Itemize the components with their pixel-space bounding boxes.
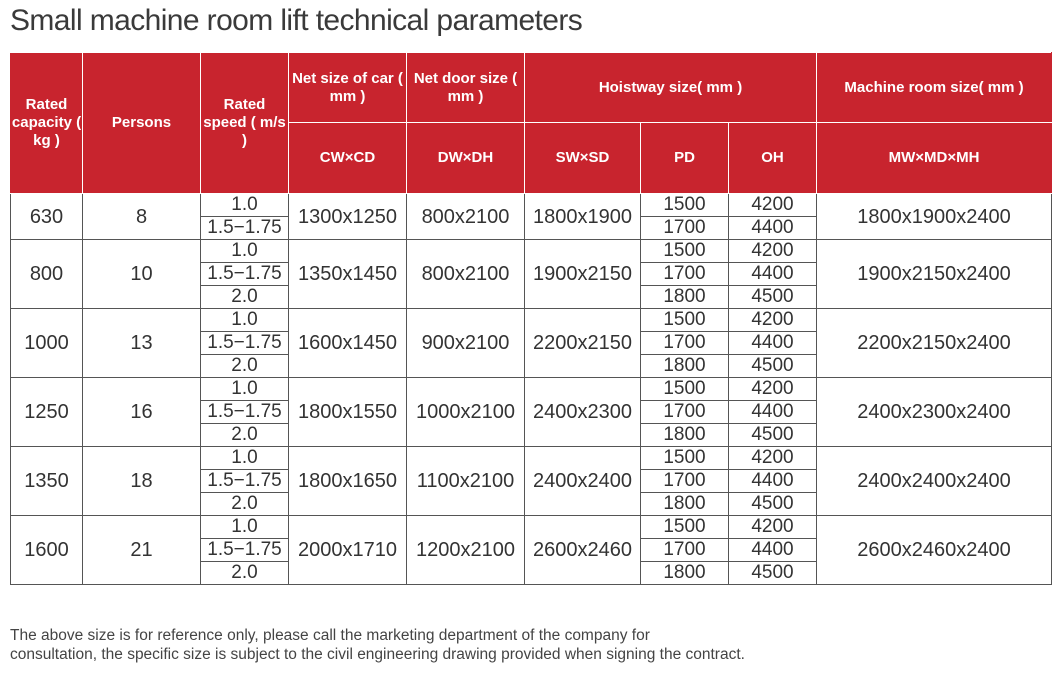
cell-oh: 4400 xyxy=(729,332,817,355)
cell-pd: 1800 xyxy=(641,424,729,447)
cell-oh: 4400 xyxy=(729,539,817,562)
cell-oh: 4400 xyxy=(729,401,817,424)
cell-oh: 4500 xyxy=(729,286,817,309)
table-row xyxy=(11,240,1052,263)
cell-capacity: 1600 xyxy=(11,516,83,585)
cell-door-size: 900x2100 xyxy=(407,309,525,378)
header-net-car: Net size of car ( mm ) xyxy=(289,53,407,123)
cell-oh: 4500 xyxy=(729,424,817,447)
cell-pd: 1700 xyxy=(641,332,729,355)
table-row xyxy=(11,516,1052,539)
footer-line-1: The above size is for reference only, please call the marketing department of the company for xyxy=(10,627,650,644)
cell-car-size: 1300x1250 xyxy=(289,194,407,240)
cell-speed: 1.0 xyxy=(201,194,289,217)
cell-capacity: 800 xyxy=(11,240,83,309)
footer-note xyxy=(10,626,1010,664)
cell-capacity: 1350 xyxy=(11,447,83,516)
cell-pd: 1500 xyxy=(641,194,729,217)
cell-oh: 4200 xyxy=(729,194,817,217)
footer-line-2: consultation, the specific size is subject to the civil engineering drawing provided when signing the contract. xyxy=(10,646,745,663)
cell-speed: 1.5−1.75 xyxy=(201,332,289,355)
cell-speed: 1.5−1.75 xyxy=(201,539,289,562)
cell-pd: 1800 xyxy=(641,493,729,516)
cell-speed: 1.0 xyxy=(201,309,289,332)
header-rated-capacity: Rated capacity ( kg ) xyxy=(11,53,83,194)
cell-oh: 4200 xyxy=(729,309,817,332)
cell-oh: 4200 xyxy=(729,447,817,470)
cell-car-size: 1600x1450 xyxy=(289,309,407,378)
header-hoistway: Hoistway size( mm ) xyxy=(525,53,817,123)
cell-speed: 2.0 xyxy=(201,562,289,585)
cell-machine-room-size: 2200x2150x2400 xyxy=(817,309,1052,378)
cell-pd: 1500 xyxy=(641,378,729,401)
header-rated-speed: Rated speed ( m/s ) xyxy=(201,53,289,194)
header-net-door: Net door size ( mm ) xyxy=(407,53,525,123)
cell-pd: 1500 xyxy=(641,447,729,470)
cell-speed: 1.5−1.75 xyxy=(201,217,289,240)
cell-door-size: 800x2100 xyxy=(407,194,525,240)
header-dw-dh: DW×DH xyxy=(407,123,525,194)
cell-capacity: 630 xyxy=(11,194,83,240)
cell-persons: 8 xyxy=(83,194,201,240)
cell-pd: 1800 xyxy=(641,562,729,585)
table-row xyxy=(11,378,1052,401)
cell-pd: 1800 xyxy=(641,286,729,309)
cell-oh: 4500 xyxy=(729,355,817,378)
cell-speed: 2.0 xyxy=(201,493,289,516)
header-oh: OH xyxy=(729,123,817,194)
cell-hoistway-size: 1900x2150 xyxy=(525,240,641,309)
cell-speed: 2.0 xyxy=(201,286,289,309)
spec-table xyxy=(10,52,1052,585)
cell-speed: 1.5−1.75 xyxy=(201,470,289,493)
cell-door-size: 1200x2100 xyxy=(407,516,525,585)
cell-pd: 1700 xyxy=(641,401,729,424)
cell-capacity: 1250 xyxy=(11,378,83,447)
cell-machine-room-size: 1900x2150x2400 xyxy=(817,240,1052,309)
cell-pd: 1700 xyxy=(641,539,729,562)
cell-persons: 18 xyxy=(83,447,201,516)
cell-oh: 4200 xyxy=(729,240,817,263)
header-mw-md-mh: MW×MD×MH xyxy=(817,123,1052,194)
cell-pd: 1700 xyxy=(641,217,729,240)
cell-car-size: 1800x1650 xyxy=(289,447,407,516)
cell-car-size: 1800x1550 xyxy=(289,378,407,447)
cell-persons: 21 xyxy=(83,516,201,585)
cell-pd: 1700 xyxy=(641,470,729,493)
header-persons: Persons xyxy=(83,53,201,194)
cell-hoistway-size: 2600x2460 xyxy=(525,516,641,585)
cell-pd: 1500 xyxy=(641,516,729,539)
cell-door-size: 1100x2100 xyxy=(407,447,525,516)
cell-oh: 4400 xyxy=(729,263,817,286)
cell-machine-room-size: 2600x2460x2400 xyxy=(817,516,1052,585)
cell-hoistway-size: 2400x2300 xyxy=(525,378,641,447)
cell-oh: 4400 xyxy=(729,470,817,493)
cell-speed: 2.0 xyxy=(201,424,289,447)
cell-oh: 4400 xyxy=(729,217,817,240)
cell-pd: 1500 xyxy=(641,309,729,332)
page-title: Small machine room lift technical parameters xyxy=(10,4,583,37)
table-row xyxy=(11,194,1052,217)
cell-speed: 1.0 xyxy=(201,516,289,539)
header-cw-cd: CW×CD xyxy=(289,123,407,194)
cell-capacity: 1000 xyxy=(11,309,83,378)
cell-hoistway-size: 2400x2400 xyxy=(525,447,641,516)
cell-persons: 13 xyxy=(83,309,201,378)
cell-machine-room-size: 2400x2300x2400 xyxy=(817,378,1052,447)
cell-oh: 4500 xyxy=(729,562,817,585)
cell-door-size: 800x2100 xyxy=(407,240,525,309)
cell-car-size: 1350x1450 xyxy=(289,240,407,309)
cell-machine-room-size: 2400x2400x2400 xyxy=(817,447,1052,516)
cell-hoistway-size: 2200x2150 xyxy=(525,309,641,378)
cell-speed: 1.0 xyxy=(201,378,289,401)
cell-pd: 1500 xyxy=(641,240,729,263)
cell-pd: 1700 xyxy=(641,263,729,286)
cell-speed: 2.0 xyxy=(201,355,289,378)
cell-persons: 16 xyxy=(83,378,201,447)
header-sw-sd: SW×SD xyxy=(525,123,641,194)
table-row xyxy=(11,447,1052,470)
cell-speed: 1.0 xyxy=(201,447,289,470)
cell-speed: 1.0 xyxy=(201,240,289,263)
cell-door-size: 1000x2100 xyxy=(407,378,525,447)
cell-oh: 4200 xyxy=(729,378,817,401)
cell-persons: 10 xyxy=(83,240,201,309)
cell-car-size: 2000x1710 xyxy=(289,516,407,585)
table-row xyxy=(11,309,1052,332)
cell-oh: 4200 xyxy=(729,516,817,539)
cell-pd: 1800 xyxy=(641,355,729,378)
header-machine-room: Machine room size( mm ) xyxy=(817,53,1052,123)
spec-table-body xyxy=(11,194,1052,585)
cell-hoistway-size: 1800x1900 xyxy=(525,194,641,240)
cell-speed: 1.5−1.75 xyxy=(201,263,289,286)
cell-speed: 1.5−1.75 xyxy=(201,401,289,424)
cell-oh: 4500 xyxy=(729,493,817,516)
header-pd: PD xyxy=(641,123,729,194)
cell-machine-room-size: 1800x1900x2400 xyxy=(817,194,1052,240)
